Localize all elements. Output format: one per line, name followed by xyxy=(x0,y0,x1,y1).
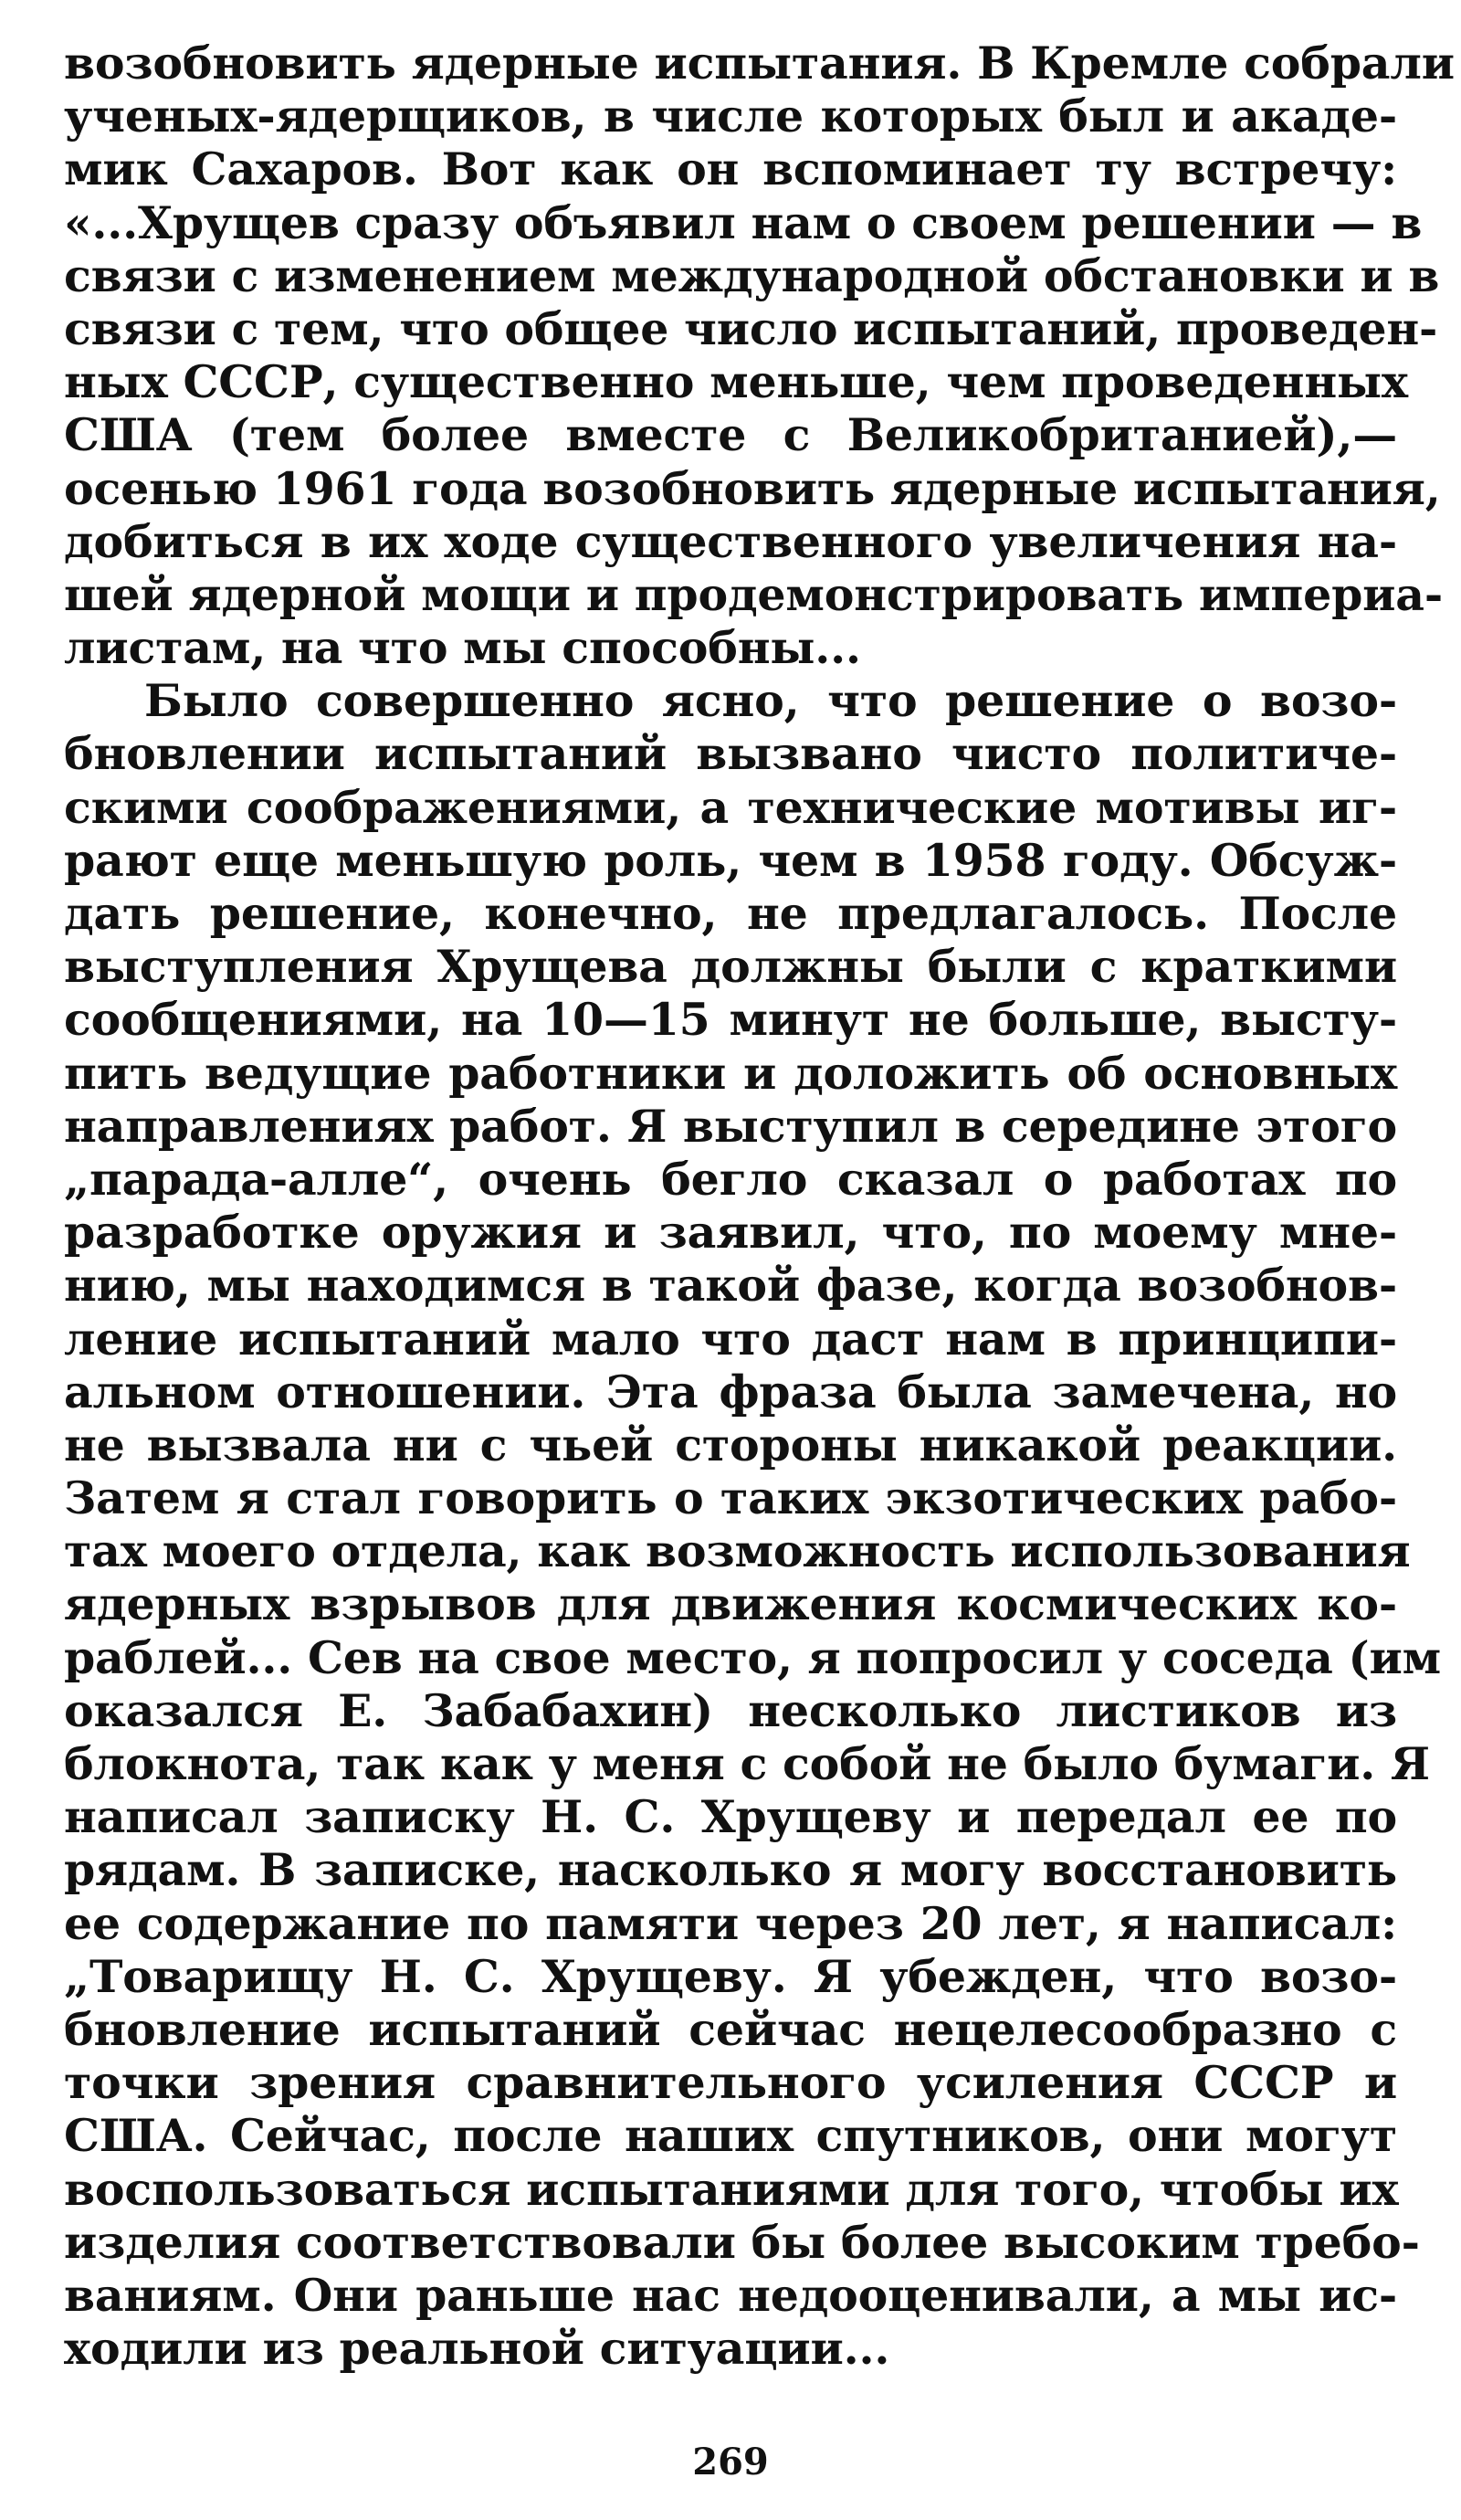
text-line: не вызвала ни с чьей стороны никакой реакции. xyxy=(64,1418,1397,1471)
text-line: ученых-ядерщиков, в числе которых был и акаде- xyxy=(64,90,1397,143)
text-line: листам, на что мы способны... xyxy=(64,621,861,675)
text-line: Затем я стал говорить о таких экзотических рабо- xyxy=(64,1471,1397,1525)
text-line: рядам. В записке, насколько я могу восстановить xyxy=(64,1843,1397,1897)
text-line: выступления Хрущева должны были с краткими xyxy=(64,940,1397,994)
text-line: оказался Е. Забабахин) несколько листиков из xyxy=(64,1683,1397,1737)
text-line: возобновить ядерные испытания. В Кремле собрали xyxy=(64,37,1455,90)
text-line: «...Хрущев сразу объявил нам о своем решении — в xyxy=(64,195,1423,249)
text-line: осенью 1961 года возобновить ядерные испытания, xyxy=(64,461,1441,515)
text-line: направлениях работ. Я выступил в середине этого xyxy=(64,1099,1397,1153)
text-line: шей ядерной мощи и продемонстрировать империа- xyxy=(64,567,1443,621)
text-line: пить ведущие работники и доложить об основных xyxy=(64,1046,1397,1100)
text-line: „Товарищу Н. С. Хрущеву. Я убежден, что возо- xyxy=(64,1949,1397,2003)
text-line: альном отношении. Эта фраза была замечена, но xyxy=(64,1365,1397,1418)
paragraph xyxy=(64,674,1442,2376)
text-line: ходили из реальной ситуации... xyxy=(64,2322,890,2376)
text-line: сообщениями, на 10—15 минут не больше, высту- xyxy=(64,993,1397,1047)
text-line: бновлении испытаний вызвано чисто политиче- xyxy=(64,727,1397,781)
text-line: тах моего отдела, как возможность использования xyxy=(64,1524,1411,1578)
text-line: разработке оружия и заявил, что, по моему мне- xyxy=(64,1206,1397,1260)
text-line: связи с тем, что общее число испытаний, проведен- xyxy=(64,301,1438,355)
text-line: „парада-алле“, очень бегло сказал о работах по xyxy=(64,1152,1397,1206)
text-line: ядерных взрывов для движения космических ко- xyxy=(64,1577,1397,1631)
text-line: скими соображениями, а технические мотивы иг- xyxy=(64,780,1397,834)
text-line: ных СССР, существенно меньше, чем проведенных xyxy=(64,355,1408,409)
text-line: нию, мы находимся в такой фазе, когда возобнов- xyxy=(64,1259,1397,1313)
text-line: ее содержание по памяти через 20 лет, я написал: xyxy=(64,1896,1397,1950)
paragraph xyxy=(64,37,1455,675)
text-line: бновление испытаний сейчас нецелесообразно с xyxy=(64,2002,1397,2056)
text-line: точки зрения сравнительного усиления СССР и xyxy=(64,2056,1397,2110)
text-line: изделия соответствовали бы более высоким требо- xyxy=(64,2215,1420,2269)
text-line: США. Сейчас, после наших спутников, они могут xyxy=(64,2109,1397,2163)
text-line: Было совершенно ясно, что решение о возо- xyxy=(144,674,1397,728)
text-line: рают еще меньшую роль, чем в 1958 году. Обсуж- xyxy=(64,833,1397,887)
text-line: ваниям. Они раньше нас недооценивали, а мы ис- xyxy=(64,2268,1397,2322)
text-line: добиться в их ходе существенного увеличения на- xyxy=(64,514,1397,568)
text-line: блокнота, так как у меня с собой не было бумаги. Я xyxy=(64,1737,1430,1790)
page-number: 269 xyxy=(692,2441,769,2483)
text-line: мик Сахаров. Вот как он вспоминает ту встречу: xyxy=(64,142,1397,196)
text-line: написал записку Н. С. Хрущеву и передал ее по xyxy=(64,1790,1397,1844)
text-line: воспользоваться испытаниями для того, чтобы их xyxy=(64,2162,1399,2216)
text-line: ление испытаний мало что даст нам в принципи- xyxy=(64,1312,1397,1365)
text-line: дать решение, конечно, не предлагалось. После xyxy=(64,887,1397,940)
text-line: связи с изменением международной обстановки и в xyxy=(64,248,1440,302)
page-text xyxy=(64,37,1455,2376)
text-line: США (тем более вместе с Великобританией),— xyxy=(64,408,1397,462)
text-line: раблей... Сев на свое место, я попросил у соседа (им xyxy=(64,1630,1442,1684)
